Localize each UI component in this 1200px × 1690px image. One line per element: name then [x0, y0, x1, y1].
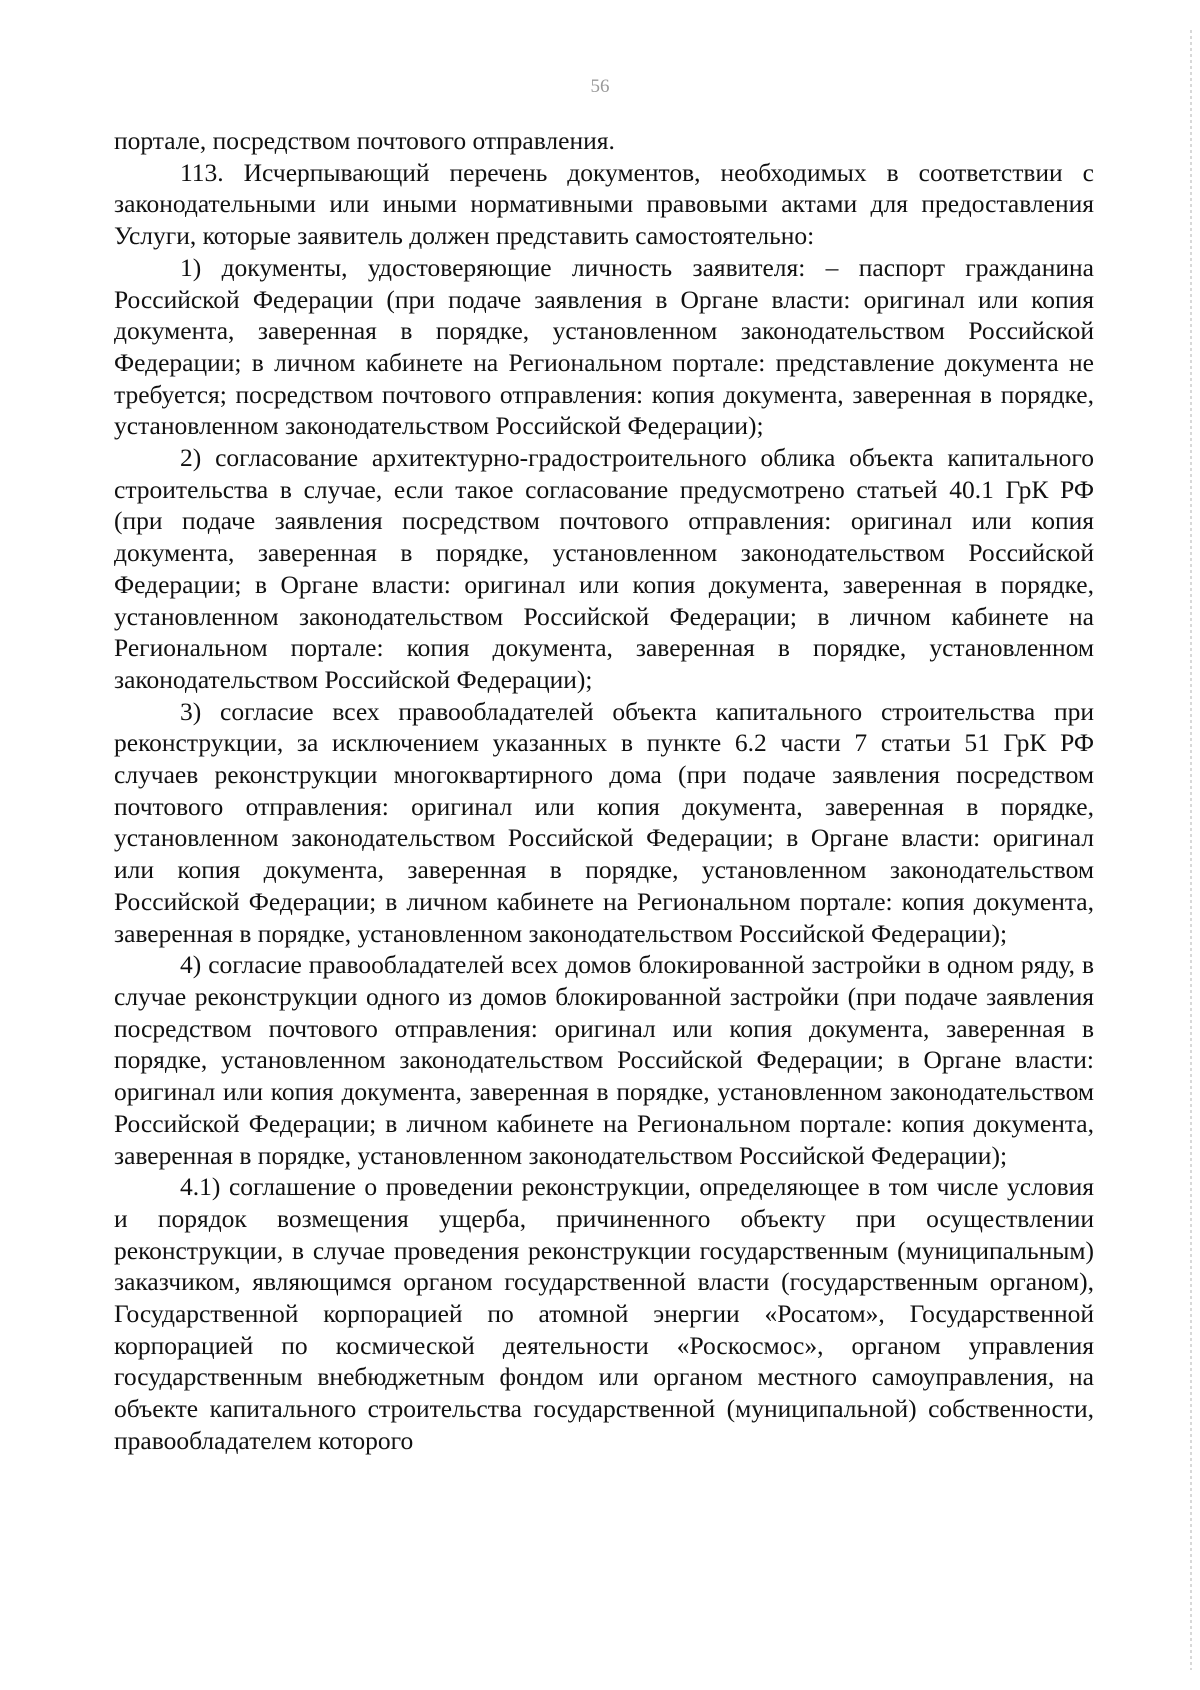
paragraph-continuation: портале, посредством почтового отправления. — [114, 126, 615, 155]
paragraph-item-2: 2) согласование архитектурно-градостроительного облика объекта капитального строительства в случае, если такое согласование предусмотрено статьей 40.1 ГрК РФ (при подаче заявления посредством почтового отправления: оригинал или копия документа, заверенная в порядке, установленном законодательством Российской Федерации; в Органе власти: оригинал или копия документа, заверенная в порядке, установленном законодательством Российской Федерации; в личном кабинете на Региональном портале: копия документа, заверенная в порядке, установленном законодательством Российской Федерации); — [114, 443, 1094, 694]
paragraph-item-4: 4) согласие правообладателей всех домов блокированной застройки в одном ряду, в случае реконструкции одного из домов блокированной застройки (при подаче заявления посредством почтового отправления: оригинал или копия документа, заверенная в порядке, установленном законодательством Российской Федерации; в Органе власти: оригинал или копия документа, заверенная в порядке, установленном законодательством Российской Федерации; в личном кабинете на Региональном портале: копия документа, заверенная в порядке, установленном законодательством Российской Федерации); — [114, 950, 1094, 1170]
page-number: 56 — [590, 76, 610, 97]
paragraph-item-4-1: 4.1) соглашение о проведении реконструкции, определяющее в том числе условия и порядок возмещения ущерба, причиненного объекту при осуществлении реконструкции, в случае проведения реконструкции государственным (муниципальным) заказчиком, являющимся органом государственной власти (государственным органом), Государственной корпорацией по атомной энергии «Росатом», Государственной корпорацией по космической деятельности «Роскосмос», органом управления государственным внебюджетным фондом или органом местного самоуправления, на объекте капитального строительства государственной (муниципальной) собственности, правообладателем которого — [114, 1172, 1094, 1455]
scan-edge — [1190, 30, 1192, 1670]
paragraph-113: 113. Исчерпывающий перечень документов, необходимых в соответствии с законодательными или иными нормативными правовыми актами для предоставления Услуги, которые заявитель должен представить самостоятельно: — [114, 157, 1094, 251]
paragraph-item-3: 3) согласие всех правообладателей объекта капитального строительства при реконструкции, за исключением указанных в пункте 6.2 части 7 статьи 51 ГрК РФ случаев реконструкции многоквартирного дома (при подаче заявления посредством почтового отправления: оригинал или копия документа, заверенная в порядке, установленном законодательством Российской Федерации; в Органе власти: оригинал или копия документа, заверенная в порядке, установленном законодательством Российской Федерации; в личном кабинете на Региональном портале: копия документа, заверенная в порядке, установленном законодательством Российской Федерации); — [114, 696, 1094, 948]
document-body — [114, 125, 1094, 1457]
paragraph-item-1: 1) документы, удостоверяющие личность заявителя: – паспорт гражданина Российской Федерации (при подаче заявления в Органе власти: оригинал или копия документа, заверенная в порядке, установленном законодательством Российской Федерации; в личном кабинете на Региональном портале: представление документа не требуется; посредством почтового отправления: копия документа, заверенная в порядке, установленном законодательством Российской Федерации); — [114, 252, 1094, 441]
